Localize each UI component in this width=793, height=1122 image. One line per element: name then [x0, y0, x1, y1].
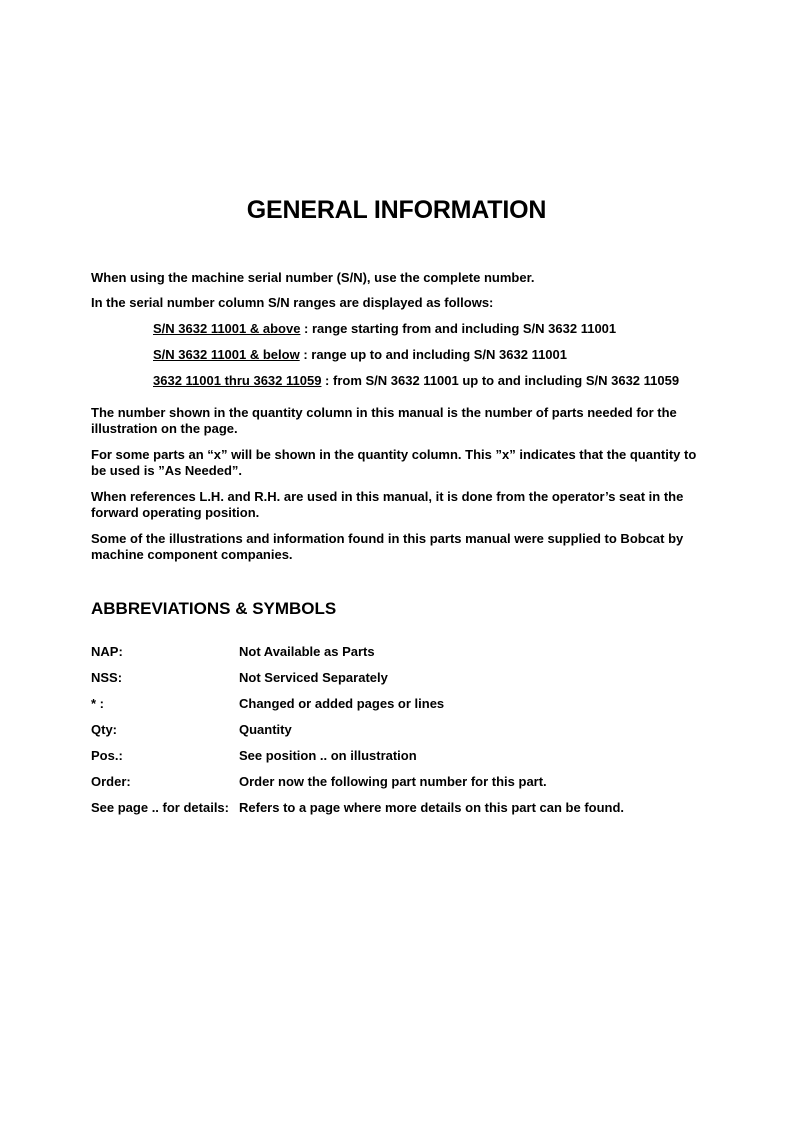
- sn-range-desc: : range starting from and including S/N 3632 11001: [300, 321, 617, 336]
- sn-range-item: [153, 347, 753, 363]
- abbreviation-term: Order:: [91, 774, 131, 789]
- sn-range-label: S/N 3632 11001 & below: [153, 347, 300, 362]
- abbreviation-definition: Changed or added pages or lines: [239, 696, 445, 711]
- abbreviation-definition: Quantity: [239, 722, 292, 737]
- abbreviation-row: [91, 696, 711, 712]
- abbreviation-term: See page .. for details:: [91, 800, 229, 815]
- abbreviations-heading: ABBREVIATIONS & SYMBOLS: [91, 599, 337, 618]
- sn-range-item: [153, 373, 753, 389]
- sn-range-desc: : from S/N 3632 11001 up to and including S/N 3632 11059: [321, 373, 680, 388]
- abbreviation-definition: See position .. on illustration: [239, 748, 417, 763]
- abbreviation-term: Qty:: [91, 722, 117, 737]
- sn-range-label: 3632 11001 thru 3632 11059: [153, 373, 322, 388]
- paragraph-as-needed: For some parts an “x” will be shown in the quantity column. This ”x” indicates that the quantity to be used is ”As Needed”.: [91, 447, 697, 478]
- abbreviation-row: [91, 670, 711, 686]
- intro-line-serial: When using the machine serial number (S/N), use the complete number.: [91, 270, 535, 285]
- page-title: GENERAL INFORMATION: [246, 196, 547, 224]
- abbreviation-definition: Not Available as Parts: [239, 644, 375, 659]
- abbreviation-term: NSS:: [91, 670, 123, 685]
- abbreviation-term: * :: [91, 696, 104, 711]
- sn-range-label: S/N 3632 11001 & above: [153, 321, 301, 336]
- paragraph-quantity: The number shown in the quantity column in this manual is the number of parts needed for the illustration on the page.: [91, 405, 677, 436]
- abbreviation-definition: Refers to a page where more details on this part can be found.: [239, 800, 625, 815]
- abbreviation-definition: Order now the following part number for this part.: [239, 774, 547, 789]
- abbreviation-term: NAP:: [91, 644, 123, 659]
- paragraph-suppliers: Some of the illustrations and information found in this parts manual were supplied to Bobcat by machine component companies.: [91, 531, 684, 562]
- sn-range-desc: : range up to and including S/N 3632 11001: [299, 347, 567, 362]
- abbreviation-row: [91, 722, 711, 738]
- intro-line-ranges: In the serial number column S/N ranges are displayed as follows:: [91, 295, 494, 310]
- abbreviation-definition: Not Serviced Separately: [239, 670, 388, 685]
- abbreviation-row: [91, 800, 711, 816]
- abbreviation-row: [91, 748, 711, 764]
- abbreviation-row: [91, 774, 711, 790]
- sn-range-item: [153, 321, 753, 337]
- paragraph-lh-rh: When references L.H. and R.H. are used in this manual, it is done from the operator’s seat in the forward operating position.: [91, 489, 684, 520]
- abbreviation-term: Pos.:: [91, 748, 123, 763]
- abbreviation-row: [91, 644, 711, 660]
